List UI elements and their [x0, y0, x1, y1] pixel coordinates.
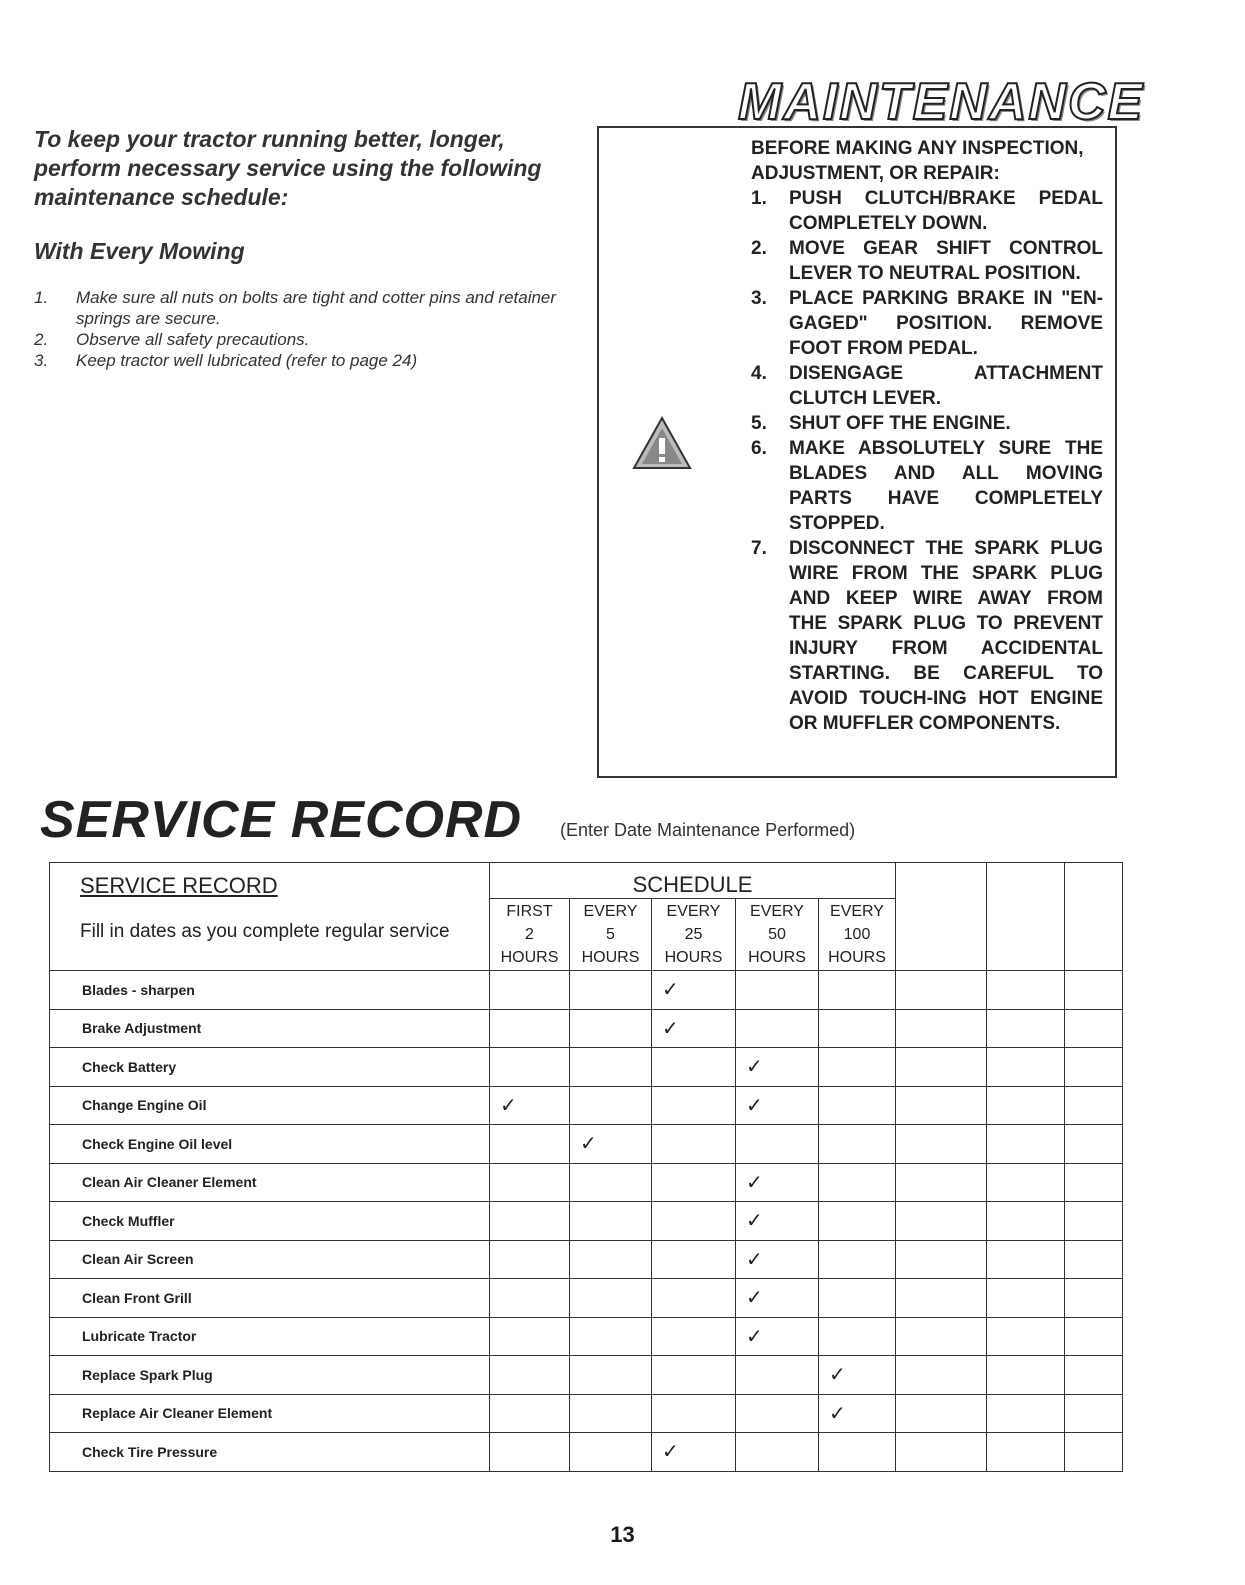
task-name: Check Engine Oil level	[50, 1125, 490, 1164]
table-row	[50, 1163, 1123, 1202]
col-line1: FIRST	[506, 903, 553, 920]
date-cell[interactable]	[1065, 1202, 1123, 1241]
schedule-cell	[490, 1279, 570, 1318]
schedule-cell	[819, 1317, 896, 1356]
table-row	[50, 1279, 1123, 1318]
date-cell[interactable]	[1065, 1163, 1123, 1202]
schedule-column-header	[490, 899, 570, 971]
date-cell[interactable]	[896, 1202, 987, 1241]
task-name: Brake Adjustment	[50, 1009, 490, 1048]
check-mark: ✓	[652, 1009, 736, 1048]
date-cell[interactable]	[896, 971, 987, 1010]
date-cell[interactable]	[896, 1279, 987, 1318]
date-cell[interactable]	[896, 1048, 987, 1087]
step-text: MAKE ABSOLUTELY SURE THE BLADES AND ALL MOVING PARTS HAVE COMPLETELY STOPPED.	[789, 438, 1103, 534]
date-cell[interactable]	[987, 971, 1065, 1010]
maintenance-title: MAINTENANCE	[738, 73, 1145, 131]
schedule-cell	[490, 1433, 570, 1472]
every-mowing-item	[34, 287, 594, 329]
table-row	[50, 1394, 1123, 1433]
schedule-cell	[570, 1086, 652, 1125]
schedule-cell	[570, 1240, 652, 1279]
warning-triangle-icon	[632, 416, 692, 470]
safety-instructions	[751, 136, 1103, 736]
task-name: Check Battery	[50, 1048, 490, 1087]
safety-steps-list	[751, 186, 1103, 736]
step-text: PUSH CLUTCH/BRAKE PEDAL COMPLETELY DOWN.	[789, 188, 1103, 234]
schedule-cell	[819, 1086, 896, 1125]
date-cell	[896, 863, 987, 971]
check-mark: ✓	[736, 1202, 819, 1241]
check-mark: ✓	[490, 1086, 570, 1125]
item-text: Make sure all nuts on bolts are tight and cotter pins and retainer springs are secure.	[76, 288, 557, 328]
item-number: 2.	[34, 330, 49, 349]
date-cell[interactable]	[987, 1086, 1065, 1125]
table-row	[50, 1086, 1123, 1125]
date-cell[interactable]	[1065, 1433, 1123, 1472]
check-mark: ✓	[736, 1048, 819, 1087]
schedule-cell	[490, 1317, 570, 1356]
date-cell[interactable]	[1065, 1356, 1123, 1395]
schedule-cell	[736, 1125, 819, 1164]
safety-step	[751, 436, 1103, 536]
table-row	[50, 1240, 1123, 1279]
task-name: Clean Air Screen	[50, 1240, 490, 1279]
col-line2: 5	[606, 926, 615, 943]
task-name: Change Engine Oil	[50, 1086, 490, 1125]
task-name: Check Tire Pressure	[50, 1433, 490, 1472]
table-row	[50, 1125, 1123, 1164]
schedule-cell	[652, 1163, 736, 1202]
schedule-cell	[652, 1202, 736, 1241]
task-name: Lubricate Tractor	[50, 1317, 490, 1356]
check-mark: ✓	[736, 1240, 819, 1279]
table-row	[50, 1202, 1123, 1241]
page-number: 13	[610, 1522, 635, 1547]
schedule-cell	[736, 971, 819, 1010]
check-mark: ✓	[570, 1125, 652, 1164]
col-line3: HOURS	[581, 949, 640, 966]
schedule-column-header	[736, 899, 819, 971]
schedule-cell	[736, 1433, 819, 1472]
table-row	[50, 1317, 1123, 1356]
col-line3: HOURS	[748, 949, 806, 966]
col-line3: HOURS	[500, 949, 559, 966]
safety-step	[751, 236, 1103, 286]
schedule-cell	[736, 1356, 819, 1395]
date-cell[interactable]	[987, 1356, 1065, 1395]
date-cell[interactable]	[987, 1125, 1065, 1164]
schedule-cell	[490, 1163, 570, 1202]
date-cell[interactable]	[987, 1240, 1065, 1279]
schedule-cell	[652, 1394, 736, 1433]
schedule-cell	[819, 971, 896, 1010]
date-cell[interactable]	[896, 1009, 987, 1048]
check-mark: ✓	[736, 1163, 819, 1202]
date-cell[interactable]	[987, 1202, 1065, 1241]
schedule-cell	[652, 1317, 736, 1356]
date-cell[interactable]	[896, 1356, 987, 1395]
table-row	[50, 1048, 1123, 1087]
schedule-cell	[819, 1202, 896, 1241]
step-number: 4.	[751, 363, 767, 384]
check-mark: ✓	[819, 1394, 896, 1433]
date-cell[interactable]	[1065, 1086, 1123, 1125]
check-mark: ✓	[652, 1433, 736, 1472]
schedule-cell	[652, 1279, 736, 1318]
check-mark: ✓	[652, 971, 736, 1010]
date-cell[interactable]	[987, 1163, 1065, 1202]
fill-instructions: Fill in dates as you complete regular service	[80, 921, 450, 942]
col-line3: HOURS	[664, 949, 723, 966]
schedule-cell	[570, 1163, 652, 1202]
date-cell[interactable]	[896, 1163, 987, 1202]
task-name: Clean Air Cleaner Element	[50, 1163, 490, 1202]
service-record-table	[49, 862, 1123, 1472]
schedule-cell	[490, 1394, 570, 1433]
service-record-title: SERVICE RECORD	[40, 791, 523, 849]
schedule-cell	[490, 1356, 570, 1395]
step-number: 1.	[751, 188, 767, 209]
schedule-column-header	[570, 899, 652, 971]
schedule-cell	[570, 1356, 652, 1395]
table-row	[50, 1009, 1123, 1048]
task-name: Clean Front Grill	[50, 1279, 490, 1318]
date-cell	[1065, 863, 1123, 971]
step-number: 2.	[751, 238, 767, 259]
schedule-cell	[570, 971, 652, 1010]
schedule-cell	[490, 1009, 570, 1048]
item-number: 3.	[34, 351, 49, 370]
safety-step	[751, 286, 1103, 361]
every-mowing-item	[34, 329, 594, 350]
schedule-cell	[652, 1048, 736, 1087]
task-name: Replace Air Cleaner Element	[50, 1394, 490, 1433]
step-text: MOVE GEAR SHIFT CONTROL LEVER TO NEUTRAL POSITION.	[789, 238, 1103, 284]
date-cell	[987, 863, 1065, 971]
col-line3: HOURS	[828, 949, 886, 966]
col-line1: EVERY	[666, 903, 721, 920]
schedule-cell	[652, 1125, 736, 1164]
every-mowing-list	[34, 287, 594, 371]
schedule-cell	[819, 1048, 896, 1087]
safety-warning-box	[597, 126, 1117, 778]
check-mark: ✓	[819, 1356, 896, 1395]
date-cell[interactable]	[987, 1433, 1065, 1472]
date-cell[interactable]	[987, 1009, 1065, 1048]
table-header-cell	[50, 863, 490, 971]
every-mowing-item	[34, 350, 594, 371]
step-number: 6.	[751, 438, 767, 459]
item-number: 1.	[34, 288, 49, 307]
safety-step	[751, 361, 1103, 411]
schedule-cell	[570, 1202, 652, 1241]
date-cell[interactable]	[1065, 1317, 1123, 1356]
every-mowing-heading: With Every Mowing	[34, 238, 245, 264]
schedule-cell	[652, 1356, 736, 1395]
schedule-cell	[570, 1433, 652, 1472]
safety-step	[751, 186, 1103, 236]
schedule-cell	[736, 1394, 819, 1433]
step-text: DISCONNECT THE SPARK PLUG WIRE FROM THE SPARK PLUG AND KEEP WIRE AWAY FROM THE SPARK PLUG TO PREVENT INJURY FROM ACCIDENTAL STARTING. BE CAREFUL TO AVOID TOUCH-ING HOT ENGINE OR MUFFLER COMPONENTS.	[789, 538, 1103, 734]
schedule-cell	[570, 1048, 652, 1087]
date-cell[interactable]	[1065, 1394, 1123, 1433]
safety-step	[751, 411, 1103, 436]
schedule-cell	[570, 1009, 652, 1048]
step-number: 7.	[751, 538, 767, 559]
check-mark: ✓	[736, 1317, 819, 1356]
service-record-label: SERVICE RECORD	[80, 873, 278, 898]
service-record-subtitle: (Enter Date Maintenance Performed)	[560, 820, 856, 840]
schedule-cell	[819, 1163, 896, 1202]
task-name: Replace Spark Plug	[50, 1356, 490, 1395]
schedule-cell	[652, 1086, 736, 1125]
schedule-column-header	[819, 899, 896, 971]
check-mark: ✓	[736, 1086, 819, 1125]
task-name: Blades - sharpen	[50, 971, 490, 1010]
date-cell[interactable]	[896, 1125, 987, 1164]
schedule-cell	[570, 1317, 652, 1356]
date-cell[interactable]	[1065, 1125, 1123, 1164]
item-text: Observe all safety precautions.	[76, 330, 310, 349]
date-cell[interactable]	[987, 1394, 1065, 1433]
date-cell[interactable]	[896, 1317, 987, 1356]
schedule-label: SCHEDULE	[490, 863, 896, 899]
date-cell[interactable]	[1065, 1240, 1123, 1279]
step-text: PLACE PARKING BRAKE IN "EN-GAGED" POSITION. REMOVE FOOT FROM PEDAL.	[789, 288, 1103, 359]
date-cell[interactable]	[1065, 1279, 1123, 1318]
safety-lead: BEFORE MAKING ANY INSPECTION, ADJUSTMENT, OR REPAIR:	[751, 138, 1084, 184]
date-cell[interactable]	[1065, 1009, 1123, 1048]
date-cell[interactable]	[1065, 971, 1123, 1010]
table-row	[50, 1356, 1123, 1395]
item-text: Keep tractor well lubricated (refer to page 24)	[76, 351, 418, 370]
schedule-cell	[490, 971, 570, 1010]
step-text: DISENGAGE ATTACHMENT CLUTCH LEVER.	[789, 363, 1103, 409]
date-cell[interactable]	[896, 1394, 987, 1433]
col-line2: 2	[525, 926, 534, 943]
date-cell[interactable]	[987, 1317, 1065, 1356]
date-cell[interactable]	[987, 1048, 1065, 1087]
schedule-cell	[570, 1394, 652, 1433]
task-name: Check Muffler	[50, 1202, 490, 1241]
col-line1: EVERY	[750, 903, 804, 920]
step-number: 5.	[751, 413, 767, 434]
col-line1: EVERY	[830, 903, 884, 920]
intro-paragraph: To keep your tractor running better, longer, perform necessary service using the following maintenance schedule:	[34, 126, 542, 210]
schedule-cell	[819, 1433, 896, 1472]
schedule-cell	[490, 1125, 570, 1164]
date-cell[interactable]	[1065, 1048, 1123, 1087]
schedule-cell	[490, 1048, 570, 1087]
schedule-cell	[570, 1279, 652, 1318]
col-line2: 100	[843, 926, 871, 943]
schedule-cell	[819, 1240, 896, 1279]
schedule-cell	[736, 1009, 819, 1048]
col-line2: 25	[684, 926, 703, 943]
schedule-cell	[819, 1125, 896, 1164]
date-cell[interactable]	[987, 1279, 1065, 1318]
table-row	[50, 971, 1123, 1010]
col-line2: 50	[768, 926, 786, 943]
table-row	[50, 1433, 1123, 1472]
schedule-cell	[652, 1240, 736, 1279]
check-mark: ✓	[736, 1279, 819, 1318]
schedule-cell	[490, 1202, 570, 1241]
date-cell[interactable]	[896, 1086, 987, 1125]
date-cell[interactable]	[896, 1240, 987, 1279]
schedule-column-header	[652, 899, 736, 971]
safety-step	[751, 536, 1103, 736]
schedule-cell	[819, 1009, 896, 1048]
schedule-cell	[819, 1279, 896, 1318]
schedule-cell	[490, 1240, 570, 1279]
step-number: 3.	[751, 288, 767, 309]
step-text: SHUT OFF THE ENGINE.	[789, 413, 1011, 434]
col-line1: EVERY	[583, 903, 638, 920]
date-cell[interactable]	[896, 1433, 987, 1472]
